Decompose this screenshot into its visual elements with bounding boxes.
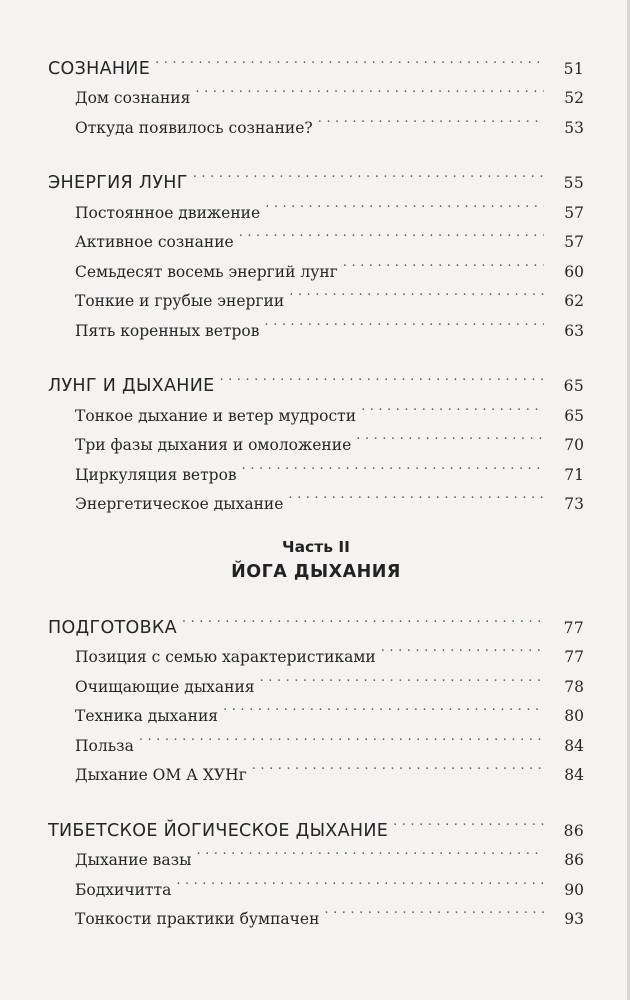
part-header bbox=[48, 535, 584, 585]
dot-leader bbox=[194, 836, 544, 866]
dot-leader bbox=[262, 306, 544, 336]
dot-leader bbox=[316, 103, 544, 133]
page-number: 52 bbox=[564, 89, 584, 107]
section-title: Польза bbox=[75, 736, 134, 755]
page-number: 73 bbox=[564, 495, 584, 513]
page-number: 84 bbox=[564, 736, 584, 755]
page-number: 51 bbox=[563, 59, 584, 78]
section-title: Тонкое дыхание и ветер мудрости bbox=[75, 406, 357, 425]
page-number: 53 bbox=[564, 118, 584, 137]
toc-chapter-row[interactable] bbox=[48, 44, 584, 79]
page-number: 57 bbox=[564, 203, 584, 222]
dot-leader bbox=[287, 277, 544, 307]
section-title: Семьдесят восемь энергий лунг bbox=[75, 262, 338, 281]
page-number: 55 bbox=[563, 174, 584, 192]
toc-chapter-row[interactable] bbox=[48, 362, 584, 396]
section-title: Очищающие дыхания bbox=[75, 677, 255, 696]
page-number: 84 bbox=[564, 766, 584, 784]
page-number: 71 bbox=[564, 465, 584, 484]
chapter-title: ТИБЕТСКОЕ ЙОГИЧЕСКОЕ ДЫХАНИЕ bbox=[48, 820, 389, 841]
section-title: Активное сознание bbox=[75, 233, 234, 251]
dot-leader bbox=[379, 633, 544, 663]
dot-leader bbox=[180, 603, 544, 633]
page-number: 70 bbox=[564, 436, 584, 454]
toc-chapter-row[interactable] bbox=[48, 806, 584, 841]
dot-leader bbox=[258, 662, 544, 692]
chapter-title: ЛУНГ И ДЫХАНИЕ bbox=[48, 376, 215, 396]
dot-leader bbox=[174, 865, 544, 895]
dot-leader bbox=[250, 751, 544, 781]
dot-leader bbox=[359, 391, 544, 421]
page-number: 86 bbox=[564, 851, 584, 869]
page-number: 57 bbox=[564, 233, 584, 251]
chapter-title: ПОДГОТОВКА bbox=[48, 617, 177, 638]
page-number: 78 bbox=[564, 677, 584, 696]
dot-leader bbox=[341, 247, 544, 277]
table-of-contents bbox=[48, 44, 584, 928]
dot-leader bbox=[153, 44, 544, 74]
page-number: 77 bbox=[563, 618, 584, 637]
section-title: Бодхичитта bbox=[75, 880, 172, 899]
page-number: 80 bbox=[564, 707, 584, 725]
section-title: Три фазы дыхания и омоложение bbox=[75, 436, 352, 454]
page-number: 93 bbox=[564, 910, 584, 928]
chapter-title: СОЗНАНИЕ bbox=[48, 58, 151, 79]
section-title: Дом сознания bbox=[75, 89, 191, 107]
page-number: 62 bbox=[564, 292, 584, 310]
page-number: 86 bbox=[563, 821, 584, 840]
dot-leader bbox=[286, 480, 544, 510]
dot-leader bbox=[221, 692, 544, 722]
dot-leader bbox=[322, 895, 544, 925]
page-number: 77 bbox=[564, 648, 584, 666]
section-title: Техника дыхания bbox=[75, 707, 219, 725]
dot-leader bbox=[217, 362, 544, 392]
page-number: 90 bbox=[564, 880, 584, 899]
page-number: 65 bbox=[563, 377, 584, 395]
section-title: Пять коренных ветров bbox=[75, 321, 260, 340]
section-title: Дыхание вазы bbox=[75, 851, 192, 869]
page-number: 65 bbox=[564, 406, 584, 425]
page-number: 60 bbox=[564, 262, 584, 281]
dot-leader bbox=[263, 188, 544, 218]
dot-leader bbox=[354, 421, 544, 451]
section-title: Дыхание ОМ А ХУНг bbox=[75, 766, 247, 784]
dot-leader bbox=[240, 450, 544, 480]
section-title: Тонкости практики бумпачен bbox=[75, 910, 320, 928]
dot-leader bbox=[391, 806, 544, 836]
toc-chapter-row[interactable] bbox=[48, 159, 584, 193]
page-number: 63 bbox=[564, 321, 584, 340]
chapter-title: ЭНЕРГИЯ ЛУНГ bbox=[48, 173, 188, 193]
section-title: Позиция с семью характеристиками bbox=[75, 648, 376, 666]
section-title: Откуда появилось сознание? bbox=[75, 118, 313, 137]
dot-leader bbox=[191, 159, 544, 189]
part-title: ЙОГА ДЫХАНИЯ bbox=[231, 562, 401, 582]
group-spacer bbox=[48, 585, 584, 603]
section-title: Энергетическое дыхание bbox=[75, 495, 284, 513]
part-number: Часть II bbox=[282, 538, 350, 556]
section-title: Тонкие и грубые энергии bbox=[75, 292, 285, 310]
section-title: Постоянное движение bbox=[75, 203, 261, 222]
section-title: Циркуляция ветров bbox=[75, 465, 237, 484]
dot-leader bbox=[237, 218, 544, 248]
dot-leader bbox=[137, 721, 544, 751]
dot-leader bbox=[193, 74, 544, 104]
toc-chapter-row[interactable] bbox=[48, 603, 584, 638]
